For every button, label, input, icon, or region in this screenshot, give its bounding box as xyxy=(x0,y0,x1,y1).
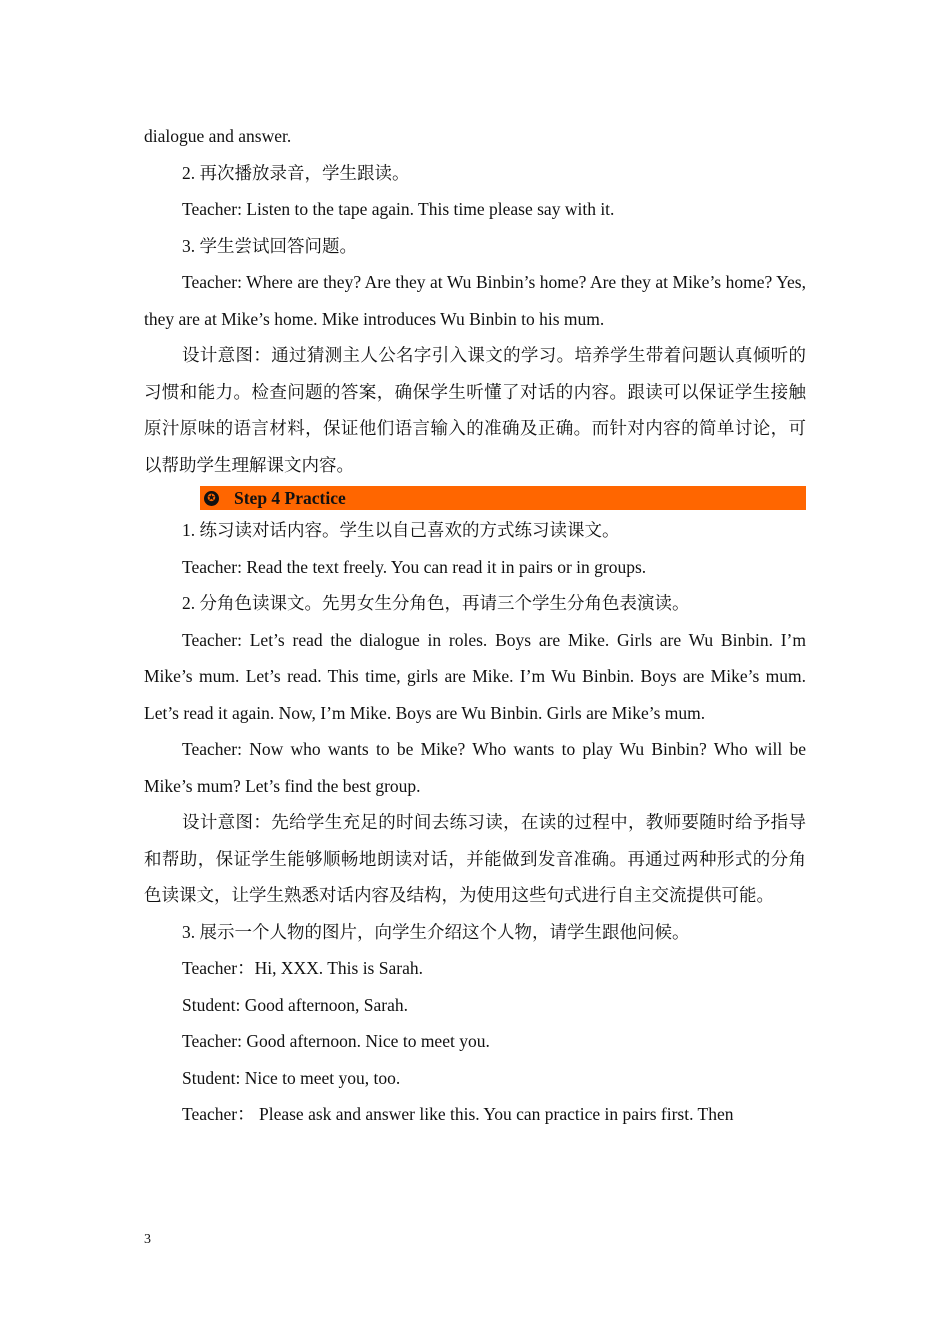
paragraph: 1. 练习读对话内容。学生以自己喜欢的方式练习读课文。 xyxy=(182,520,620,540)
step-heading-bar xyxy=(200,486,806,510)
page-content xyxy=(144,118,806,1133)
paragraph: 3. 学生尝试回答问题。 xyxy=(182,235,357,256)
paragraph: 设计意图：通过猜测主人公名字引入课文的学习。培养学生带着问题认真倾听的习惯和能力。检查问题的答案，确保学生听懂了对话的内容。跟读可以保证学生接触原汁原味的语言材料，保证他们语言输入的准确及正确。而针对内容的简单讨论，可以帮助学生理解课文内容。 xyxy=(144,345,806,475)
text-block-before xyxy=(144,118,806,483)
paragraph: Teacher: Where are they? Are they at Wu Binbin’s home? Are they at Mike’s home? Yes, they are at Mike’s home. Mike introduces Wu Binbin to his mum. xyxy=(144,272,806,329)
paragraph: Teacher: Now who wants to be Mike? Who wants to play Wu Binbin? Who will be Mike’s mum? Let’s find the best group. xyxy=(144,739,806,796)
paragraph: dialogue and answer. xyxy=(144,126,292,146)
star-circle-icon: ✪ xyxy=(204,491,219,506)
paragraph: 3. 展示一个人物的图片，向学生介绍这个人物，请学生跟他问候。 xyxy=(182,921,690,942)
paragraph: Student: Nice to meet you, too. xyxy=(182,1067,401,1088)
paragraph: Teacher: Read the text freely. You can read it in pairs or in groups. xyxy=(182,556,647,577)
paragraph: Teacher: Good afternoon. Nice to meet you. xyxy=(182,1031,490,1051)
paragraph: 2. 再次播放录音，学生跟读。 xyxy=(182,162,410,183)
text-block-after xyxy=(144,512,806,1133)
paragraph: Teacher: Listen to the tape again. This time please say with it. xyxy=(182,199,615,219)
step-heading-title: Step 4 Practice xyxy=(234,487,346,508)
paragraph: Teacher：Hi, XXX. This is Sarah. xyxy=(182,958,423,978)
paragraph: Teacher： Please ask and answer like this. You can practice in pairs first. Then xyxy=(182,1104,734,1124)
paragraph: 2. 分角色读课文。先男女生分角色，再请三个学生分角色表演读。 xyxy=(182,593,690,613)
paragraph: 设计意图：先给学生充足的时间去练习读，在读的过程中，教师要随时给予指导和帮助，保证学生能够顺畅地朗读对话，并能做到发音准确。再通过两种形式的分角色读课文，让学生熟悉对话内容及结构，为使用这些句式进行自主交流提供可能。 xyxy=(144,812,806,905)
paragraph: Teacher: Let’s read the dialogue in roles. Boys are Mike. Girls are Wu Binbin. I’m Mike’s mum. Let’s read. This time, girls are Mike. I’m Wu Binbin. Boys are Mike’s mum. Let’s read it again. Now, I’m Mike. Boys are Wu Binbin. Girls are Mike’s mum. xyxy=(144,629,806,723)
paragraph: Student: Good afternoon, Sarah. xyxy=(182,994,408,1015)
page-number: 3 xyxy=(144,1232,151,1247)
